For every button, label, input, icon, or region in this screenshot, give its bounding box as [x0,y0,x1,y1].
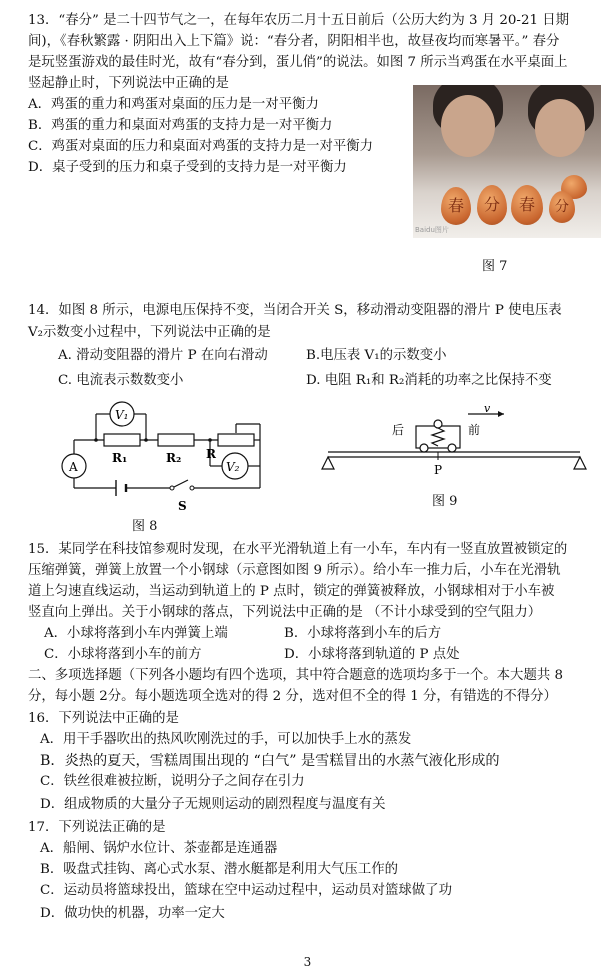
q16-option-d: D．组成物质的大量分子无规则运动的剧烈程度与温度有关 [40,797,386,812]
q17-option-c: C．运动员将篮球投出，篮球在空中运动过程中，运动员对篮球做了功 [40,883,452,898]
q13-stem-line-3: 是玩竖蛋游戏的最佳时光，故有“春分到，蛋儿俏”的说法。如图 7 所示当鸡蛋在水平桌面上 [28,55,568,70]
fig9-wheel-right [448,444,456,452]
q13-stem-line-2: 间)，《春秋繁露 · 阴阳出入上下篇》说：“春分者，阴阳相半也，故昼夜均而寒暑平。” 春分 [28,34,560,49]
fig9-label-front: 前 [468,423,481,437]
fig8-label-v2: V₂ [226,460,240,474]
q15-stem-line-2: 压缩弹簧，弹簧上放置一个小钢球（示意图如图 9 所示）。给小车一推力后，小车在光滑轨 [28,563,561,578]
photo-face-right [535,99,585,157]
q13-option-c: C．鸡蛋对桌面的压力和桌面对鸡蛋的支持力是一对平衡力 [28,139,374,154]
fig8-label-r1: R₁ [112,451,128,465]
q15-stem-line-1: 15．某同学在科技馆参观时发现，在水平光滑轨道上有一小车，车内有一竖直放置被锁定的 [28,542,568,557]
fig8-label-s: S [178,499,187,513]
q14-option-b: B.电压表 V₁的示数变小 [306,348,447,363]
q17-stem: 17．下列说法正确的是 [28,820,166,835]
fig8-label-v1: V₁ [115,408,129,422]
fig8-label-r2: R₂ [166,451,182,465]
page-number: 3 [303,955,312,969]
q17-option-a: A．船闸、锅炉水位计、茶壶都是连通器 [40,841,278,856]
section2-heading-line-1: 二、多项选择题（下列各小题均有四个选项，其中符合题意的选项均多于一个。本大题共 8 [28,668,564,683]
q14-stem-line-2: V₂示数变小过程中，下列说法中正确的是 [28,325,271,340]
q16-option-a: A．用干手器吹出的热风吹刚洗过的手，可以加快手上水的蒸发 [40,732,412,747]
fig9-label-p: P [434,463,443,477]
fig8-label-r: R [206,447,216,461]
fig9-label-back: 后 [392,423,405,437]
q17-option-d: D．做功快的机器，功率一定大 [40,906,225,921]
q15-stem-line-3: 道上匀速直线运动，当运动到轨道上的 P 点时，锁定的弹簧被释放，小钢球相对于小车被 [28,584,555,599]
photo-watermark: Baidu图片 [415,226,449,234]
q13-stem-line-4: 竖起静止时，下列说法中正确的是 [28,76,229,91]
photo-egg-3: 春 [511,185,543,225]
q13-stem-line-1: 13．“春分” 是二十四节气之一，在每年农历二月十五日前后（公历大约为 3 月 20-21 日期 [28,13,570,28]
fig8-caption: 图 8 [132,519,158,534]
q14-option-d: D. 电阻 R₁和 R₂消耗的功率之比保持不变 [306,373,552,388]
fig9-label-v: v [484,404,491,415]
photo-egg-2: 分 [477,185,507,225]
q17-option-b: B．吸盘式挂钩、离心式水泵、潜水艇都是利用大气压工作的 [40,862,398,877]
q16-option-b: B．炎热的夏天，雪糕周围出现的 “白气” 是雪糕冒出的水蒸气液化形成的 [40,753,500,769]
fig8-circuit [60,396,275,516]
fig8-switch-contact-2 [190,486,194,490]
q13-option-d: D．桌子受到的压力和桌子受到的支持力是一对平衡力 [28,160,347,175]
q15-option-c: C．小球将落到小车的前方 [44,647,202,662]
fig7-caption: 图 7 [482,259,508,274]
fig7-photo [413,85,601,238]
q15-stem-line-4: 竖直向上弹出。关于小钢球的落点，下列说法中正确的是 （不计小球受到的空气阻力） [28,605,542,620]
photo-face-left [441,95,495,157]
q14-option-a: A. 滑动变阻器的滑片 P 在向右滑动 [58,348,268,363]
q15-option-d: D．小球将落到轨道的 P 点处 [284,647,460,662]
photo-egg-1: 春 [441,187,471,225]
q14-stem-line-1: 14．如图 8 所示，电源电压保持不变，当闭合开关 S，移动滑动变阻器的滑片 P 使电压表 [28,303,562,318]
section2-heading-line-2: 分，每小题 2分。每小题选项全选对的得 2 分，选对但不全的得 1 分，有错选的不得分） [28,689,557,704]
fig9-caption: 图 9 [432,494,458,509]
fig8-switch-contact-1 [170,486,174,490]
fig9-diagram [318,404,590,484]
photo-egg-4: 分 [549,191,575,223]
q15-option-a: A．小球将落到小车内弹簧上端 [44,626,228,641]
q14-option-c: C. 电流表示数数变小 [58,373,184,388]
q13-option-a: A．鸡蛋的重力和鸡蛋对桌面的压力是一对平衡力 [28,97,319,112]
q13-option-b: B．鸡蛋的重力和桌面对鸡蛋的支持力是一对平衡力 [28,118,333,133]
q15-option-b: B．小球将落到小车的后方 [284,626,442,641]
q16-option-c: C．铁丝很难被拉断，说明分子之间存在引力 [40,774,305,789]
fig8-label-a: A [69,460,78,474]
fig9-ball [434,420,442,428]
fig9-wheel-left [420,444,428,452]
q16-stem: 16．下列说法中正确的是 [28,711,179,726]
